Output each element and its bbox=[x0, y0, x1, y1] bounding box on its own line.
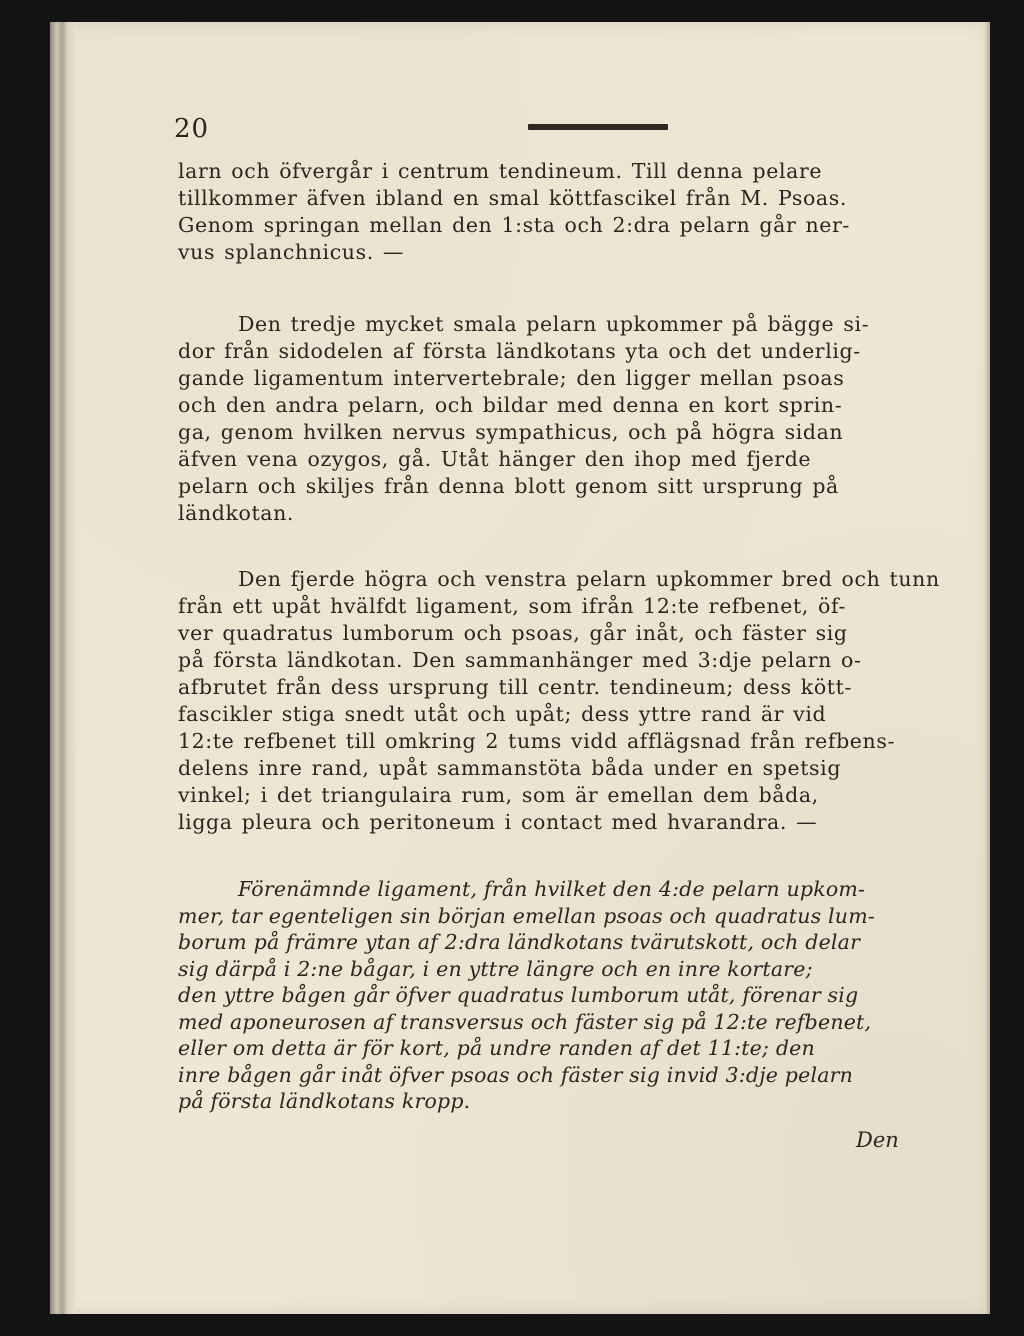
header-rule bbox=[528, 124, 668, 130]
text-line: Genom springan mellan den 1:sta och 2:dra pelarn går ner- bbox=[178, 213, 850, 237]
page-number: 20 bbox=[174, 114, 210, 144]
text-line: ligga pleura och peritoneum i contact med hvarandra. — bbox=[178, 810, 818, 834]
text-line: ga, genom hvilken nervus sympathicus, och på högra sidan bbox=[178, 420, 844, 444]
text-line: eller om detta är för kort, på undre randen af det 11:te; den bbox=[178, 1036, 815, 1060]
text-line: och den andra pelarn, och bildar med denna en kort sprin- bbox=[178, 393, 843, 417]
page-edge bbox=[984, 22, 990, 1314]
text-line: borum på främre ytan af 2:dra ländkotans tvärutskott, och delar bbox=[178, 930, 861, 954]
text-line: äfven vena ozygos, gå. Utåt hänger den ihop med fjerde bbox=[178, 447, 812, 471]
text-line: inre bågen går inåt öfver psoas och fäster sig invid 3:dje pelarn bbox=[178, 1062, 854, 1087]
text-line: ver quadratus lumborum och psoas, går inåt, och fäster sig bbox=[178, 621, 848, 645]
text-line: larn och öfvergår i centrum tendineum. Till denna pelare bbox=[178, 159, 823, 183]
text-line: med aponeurosen af transversus och fäster sig på 12:te refbenet, bbox=[178, 1009, 872, 1034]
paragraph-2 bbox=[178, 311, 954, 527]
text-line: Förenämnde ligament, från hvilket den 4:de pelarn upkom- bbox=[238, 877, 866, 901]
catchword: Den bbox=[856, 1128, 899, 1152]
text-line: sig därpå i 2:ne bågar, i en yttre längre och en inre kortare; bbox=[178, 956, 813, 981]
paragraph-3 bbox=[178, 566, 954, 836]
text-line: på första ländkotans kropp. bbox=[178, 1089, 471, 1113]
text-line: mer, tar egenteligen sin början emellan psoas och quadratus lum- bbox=[178, 903, 875, 928]
text-line: tillkommer äfven ibland en smal köttfascikel från M. Psoas. bbox=[178, 186, 847, 210]
text-line: dor från sidodelen af första ländkotans yta och det underlig- bbox=[178, 339, 861, 363]
text-line: den yttre bågen går öfver quadratus lumborum utåt, förenar sig bbox=[178, 983, 859, 1007]
text-line: vus splanchnicus. — bbox=[178, 240, 405, 264]
text-line: pelarn och skiljes från denna blott genom sitt ursprung på bbox=[178, 474, 839, 498]
text-line: fascikler stiga snedt utåt och upåt; dess yttre rand är vid bbox=[178, 702, 827, 726]
text-line: gande ligamentum intervertebrale; den ligger mellan psoas bbox=[178, 366, 845, 390]
text-line: Den fjerde högra och venstra pelarn upkommer bred och tunn bbox=[238, 567, 940, 591]
binding-gutter bbox=[50, 22, 76, 1314]
text-line: ländkotan. bbox=[178, 501, 295, 525]
text-line: delens inre rand, upåt sammanstöta båda under en spetsig bbox=[178, 756, 842, 780]
text-line: Den tredje mycket smala pelarn upkommer på bägge si- bbox=[238, 312, 870, 336]
paragraph-1 bbox=[178, 158, 954, 266]
paragraph-4-italic bbox=[178, 876, 954, 1115]
text-line: vinkel; i det triangulaira rum, som är emellan dem båda, bbox=[178, 783, 819, 807]
text-line: afbrutet från dess ursprung till centr. tendineum; dess kött- bbox=[178, 675, 852, 699]
text-line: på första ländkotan. Den sammanhänger med 3:dje pelarn o- bbox=[178, 648, 862, 672]
text-line: från ett upåt hvälfdt ligament, som ifrån 12:te refbenet, öf- bbox=[178, 594, 846, 618]
text-line: 12:te refbenet till omkring 2 tums vidd afflägsnad från refbens- bbox=[178, 729, 895, 753]
